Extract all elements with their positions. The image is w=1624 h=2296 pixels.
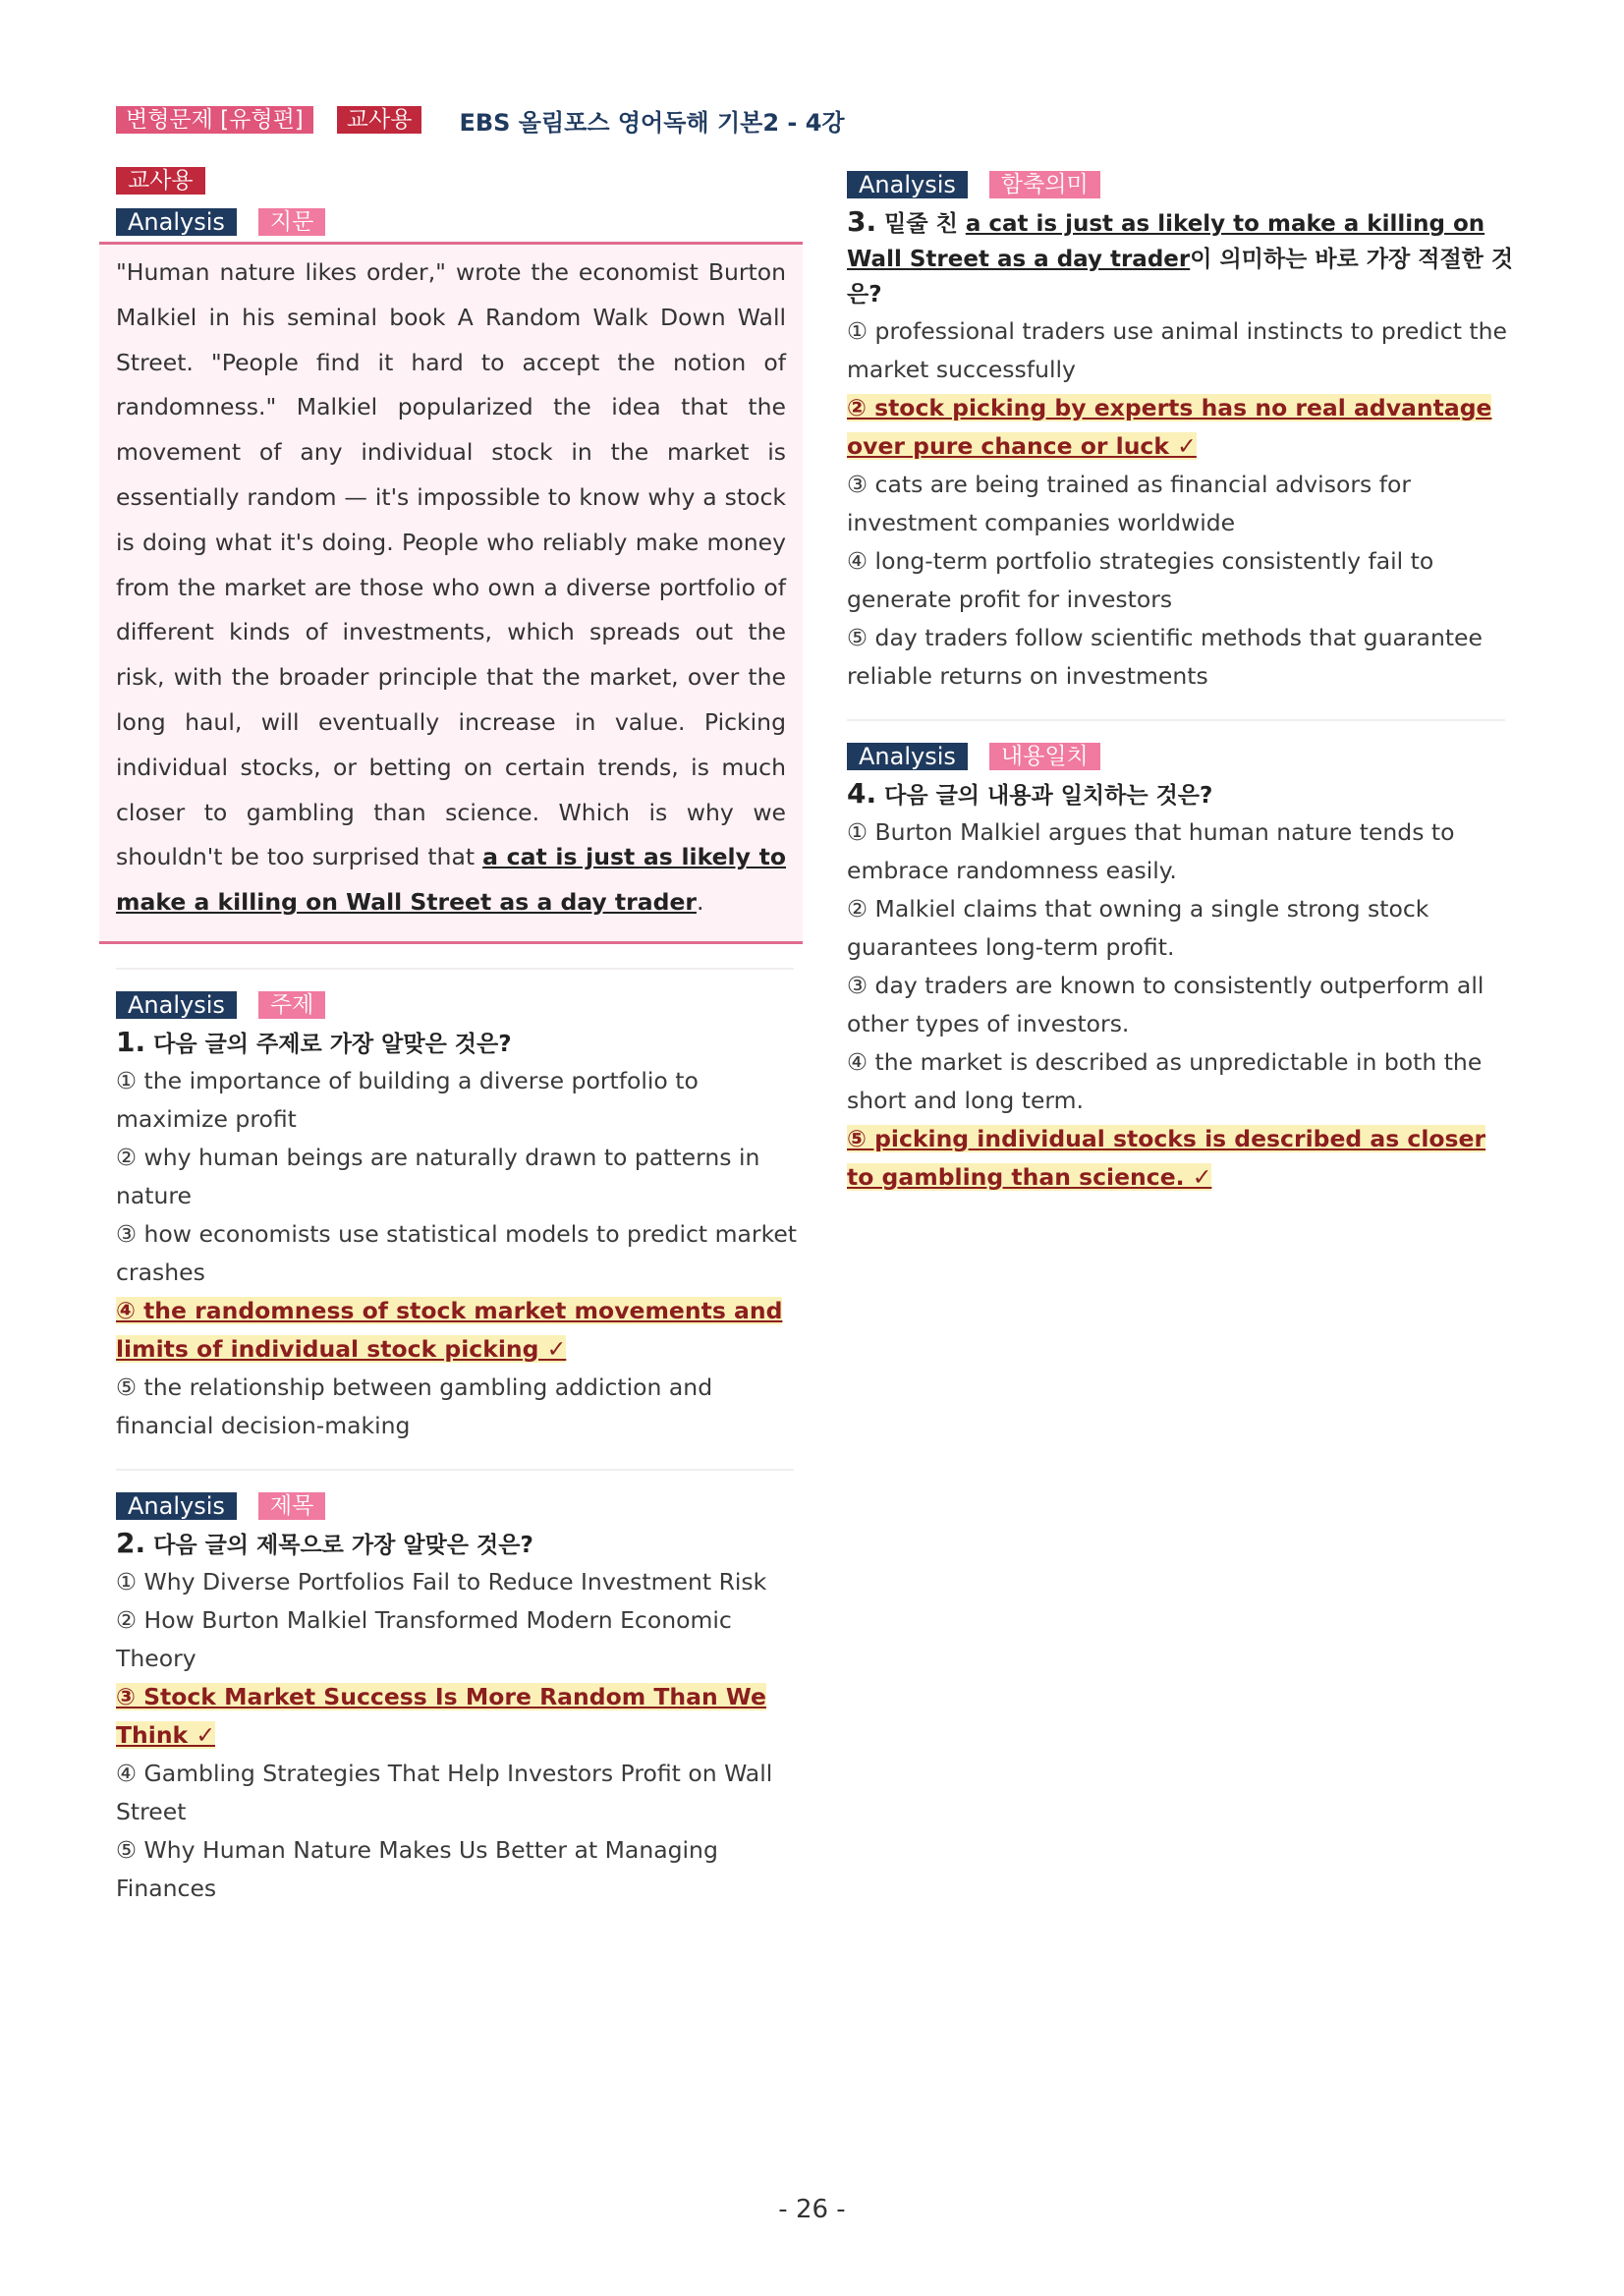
passage-box [99,242,803,944]
divider [116,1469,794,1471]
analysis-label: Analysis [116,1492,237,1520]
right-column [847,167,1515,1197]
question-number: 2. [116,1526,146,1559]
divider [847,719,1505,721]
option[interactable]: ① professional traders use animal instincts to predict the market successfully [847,317,1507,383]
option[interactable]: ⑤ Why Human Nature Makes Us Better at Managing Finances [116,1835,718,1902]
teacher-badge: 교사용 [116,167,205,195]
option[interactable]: ① Why Diverse Portfolios Fail to Reduce Investment Risk [116,1567,767,1596]
option[interactable]: ⑤ the relationship between gambling addiction and financial decision-making [116,1372,713,1439]
option-correct[interactable] [116,1292,813,1369]
option[interactable]: ③ day traders are known to consistently outperform all other types of investors. [847,972,1484,1037]
question-2 [116,1526,813,1563]
option-correct[interactable] [847,389,1515,466]
question-4 [847,776,1515,813]
correct-answer-text: ⑤ picking individual stocks is described as closer to gambling than science. ✓ [847,1125,1486,1191]
q4-labels [847,743,1515,770]
implication-label: 함축의미 [989,171,1100,198]
question-text: 다음 글의 제목으로 가장 알맞은 것은? [153,1532,533,1558]
option[interactable]: ③ cats are being trained as financial advisors for investment companies worldwide [847,471,1412,536]
analysis-label: Analysis [116,208,237,236]
option[interactable]: ⑤ day traders follow scientific methods that guarantee reliable returns on investments [847,624,1483,690]
question-3 [847,204,1515,312]
passage-label: 지문 [258,208,325,236]
option-correct[interactable] [116,1678,813,1755]
question-number: 4. [847,777,877,810]
analysis-label: Analysis [116,991,237,1019]
option[interactable]: ② why human beings are naturally drawn to patterns in nature [116,1143,760,1209]
option[interactable]: ① the importance of building a diverse portfolio to maximize profit [116,1066,699,1133]
analysis-label: Analysis [847,743,968,770]
option[interactable]: ④ long-term portfolio strategies consistently fail to generate profit for investors [847,547,1434,613]
correct-answer-text: ③ Stock Market Success Is More Random Than We Think ✓ [116,1682,766,1749]
passage-underlined: a cat is just as likely to make a killing on Wall Street as a day trader [116,843,786,917]
q2-labels [116,1492,813,1520]
question-number: 3. [847,205,877,238]
option[interactable]: ① Burton Malkiel argues that human nature tends to embrace randomness easily. [847,818,1455,884]
passage-text: "Human nature likes order," wrote the economist Burton Malkiel in his seminal book A Random Walk Down Wall Street. "People find it hard to accept the notion of randomness." Malkiel popularized the idea that the movement of any individual stock in the market is essentially random — it's impossible to know why a stock is doing what it's doing. People who reliably make money from the market are those who own a diverse portfolio of different kinds of investments, which spreads out the risk, with the broader principle that the market, over the long haul, will eventually increase in value. Picking individual stocks, or betting on certain trends, is much closer to gambling than science. Which is why we shouldn't be too surprised that [116,258,786,871]
question-underlined: a cat is just as likely to make a killing on Wall Street as a day trader [847,211,1485,272]
teacher-tag: 교사용 [337,106,422,134]
page-title: EBS 올림포스 영어독해 기본2 - 4강 [459,108,845,137]
question-text: 다음 글의 내용과 일치하는 것은? [884,783,1213,809]
option-correct[interactable] [847,1120,1515,1197]
question-text: 다음 글의 주제로 가장 알맞은 것은? [153,1031,512,1057]
topic-label: 주제 [258,991,325,1019]
correct-answer-text: ④ the randomness of stock market movements and limits of individual stock picking ✓ [116,1296,783,1363]
option[interactable]: ② How Burton Malkiel Transformed Modern Economic Theory [116,1605,732,1672]
type-tag: 변형문제 [유형편] [116,106,313,134]
option[interactable]: ③ how economists use statistical models to predict market crashes [116,1219,798,1286]
page-number: - 26 - [778,2195,846,2224]
divider [116,968,794,970]
passage-labels [116,208,813,236]
option[interactable]: ② Malkiel claims that owning a single strong stock guarantees long-term profit. [847,895,1429,961]
left-column [116,167,813,1908]
content-match-label: 내용일치 [989,743,1100,770]
question-1 [116,1025,813,1062]
q1-labels [116,991,813,1019]
question-number: 1. [116,1025,146,1058]
option[interactable]: ④ the market is described as unpredictable in both the short and long term. [847,1048,1483,1114]
passage-end: . [696,888,704,917]
question-text-post: 이 의미하는 바로 가장 적절한 것은? [847,247,1514,308]
correct-answer-text: ② stock picking by experts has no real advantage over pure chance or luck ✓ [847,394,1492,460]
analysis-label: Analysis [847,171,968,198]
q3-labels [847,171,1515,198]
option[interactable]: ④ Gambling Strategies That Help Investors Profit on Wall Street [116,1759,773,1825]
question-text-pre: 밑줄 친 [884,211,966,237]
page-header [116,104,845,136]
title-label: 제목 [258,1492,325,1520]
